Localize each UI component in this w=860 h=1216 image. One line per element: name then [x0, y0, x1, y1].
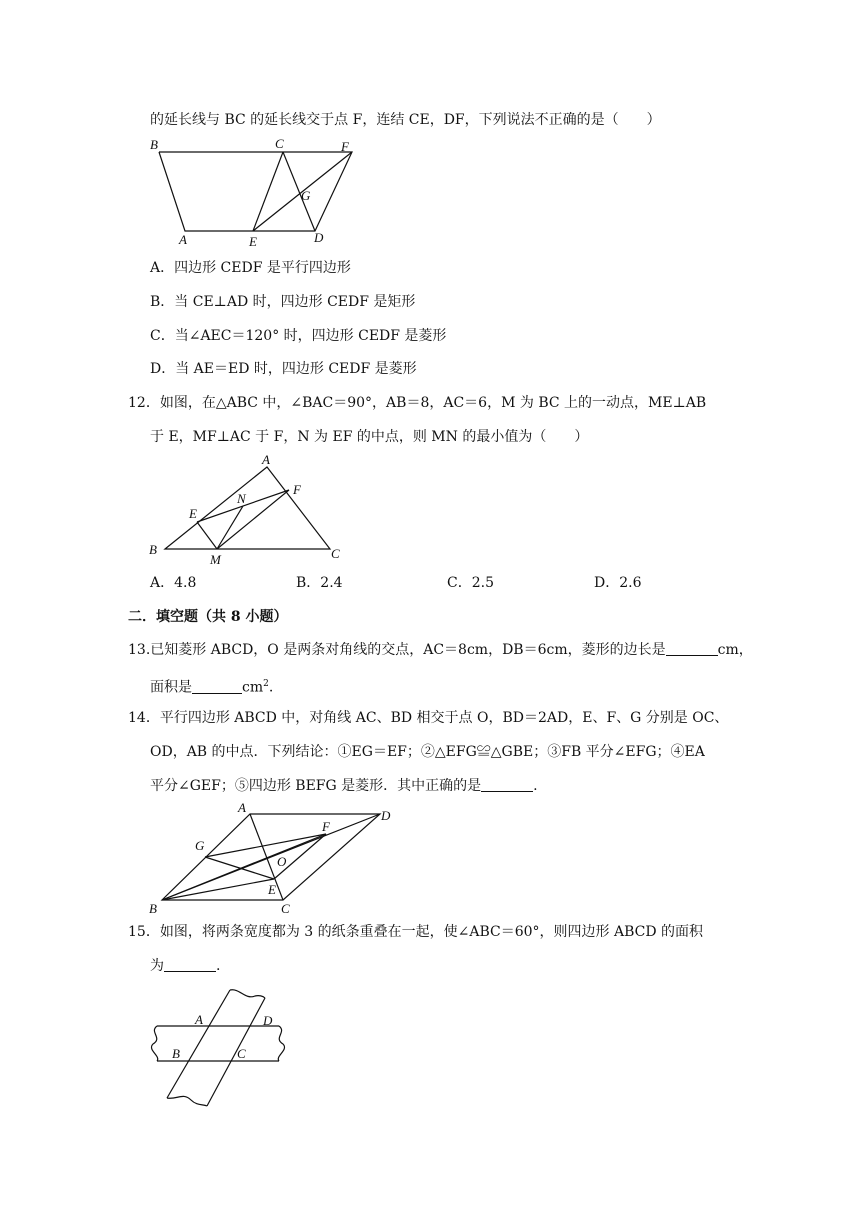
- q12-line2: 于 E，MF⊥AC 于 F，N 为 EF 的中点，则 MN 的最小值为（ ）: [150, 429, 589, 445]
- q13-line2-text: 面积是: [150, 679, 192, 696]
- q15-label-a: A: [195, 1012, 203, 1027]
- q15-line1: 15．如图，将两条宽度都为 3 的纸条重叠在一起，使∠ABC＝60°，则四边形 ABCD 的面积: [128, 924, 704, 940]
- q14-label-o: O: [277, 854, 287, 869]
- q14-line3: [150, 776, 538, 796]
- q12-label-m: M: [210, 552, 221, 567]
- q11-option-c: C．当∠AEC＝120° 时，四边形 CEDF 是菱形: [150, 328, 447, 344]
- q12-option-b: B．2.4: [296, 575, 343, 591]
- q15-line2-text: 为: [150, 958, 164, 974]
- q15-blank[interactable]: [164, 957, 216, 972]
- q14-blank[interactable]: [481, 777, 533, 792]
- q11-label-g: G: [301, 188, 311, 203]
- q11-option-a: A．四边形 CEDF 是平行四边形: [150, 260, 351, 276]
- q15-figure: [145, 988, 290, 1113]
- q12-label-e: E: [189, 506, 197, 521]
- q12-option-a: A．4.8: [150, 575, 197, 591]
- q13-line2-unit: cm: [242, 679, 264, 696]
- q12-label-a: A: [262, 452, 270, 467]
- q13-line2: [150, 674, 273, 698]
- q14-label-f: F: [322, 819, 330, 834]
- q14-label-g: G: [195, 838, 205, 853]
- q15-line2-end: .: [216, 958, 221, 974]
- q12-label-n: N: [237, 491, 246, 506]
- q13-blank-area[interactable]: [192, 679, 242, 694]
- q14-line1: 14．平行四边形 ABCD 中，对角线 AC、BD 相交于点 O，BD＝2AD，E、F、G 分别是 OC、: [128, 710, 729, 726]
- q13-line1-unit: cm，: [717, 642, 753, 658]
- q14-label-b: B: [149, 901, 157, 916]
- q14-label-d: D: [381, 808, 391, 823]
- q13-line2-sup: 2: [263, 679, 269, 689]
- q12-option-d: D．2.6: [594, 575, 642, 591]
- q11-option-d: D．当 AE＝ED 时，四边形 CEDF 是菱形: [150, 361, 417, 377]
- q11-label-a: A: [179, 232, 187, 247]
- q11-stem-tail: 的延长线与 BC 的延长线交于点 F，连结 CE，DF，下列说法不正确的是（ ）: [150, 112, 661, 128]
- q14-label-a: A: [238, 800, 246, 815]
- q11-label-e: E: [249, 234, 257, 249]
- q12-line1: 12．如图，在△ABC 中，∠BAC＝90°，AB＝8，AC＝6，M 为 BC 上的一动点，ME⊥AB: [128, 395, 707, 411]
- q12-label-c: C: [331, 546, 340, 561]
- q13-blank-side[interactable]: [666, 641, 718, 656]
- q11-option-b: B．当 CE⊥AD 时，四边形 CEDF 是矩形: [150, 294, 416, 310]
- q12-label-b: B: [149, 542, 157, 557]
- q14-label-e: E: [268, 882, 276, 897]
- q15-line2: [150, 956, 220, 976]
- q15-label-b: B: [172, 1046, 180, 1061]
- q14-line2: OD，AB 的中点．下列结论：①EG＝EF；②△EFG≌△GBE；③FB 平分∠EFG；④EA: [150, 744, 705, 760]
- q12-figure: [145, 450, 350, 570]
- q13-line1: [128, 640, 753, 660]
- q13-line2-end: .: [268, 679, 274, 696]
- q12-label-f: F: [293, 482, 301, 497]
- q11-label-c: C: [275, 136, 284, 151]
- q14-figure: [145, 800, 400, 918]
- q11-label-f: F: [341, 139, 349, 154]
- q14-line3-text: 平分∠GEF；⑤四边形 BEFG 是菱形．其中正确的是: [150, 778, 482, 794]
- q12-option-c: C．2.5: [447, 575, 494, 591]
- q11-label-b: B: [150, 137, 158, 152]
- q15-label-c: C: [237, 1046, 246, 1061]
- q14-line3-end: .: [533, 778, 538, 794]
- q11-label-d: D: [314, 230, 324, 245]
- q14-label-c: C: [281, 901, 290, 916]
- q11-figure: [145, 135, 360, 250]
- q13-line1-text: 13.已知菱形 ABCD，O 是两条对角线的交点，AC＝8cm，DB＝6cm，菱形的边长是: [128, 642, 666, 658]
- section-title: 二．填空题（共 8 小题）: [128, 609, 288, 625]
- q15-label-d: D: [263, 1013, 273, 1028]
